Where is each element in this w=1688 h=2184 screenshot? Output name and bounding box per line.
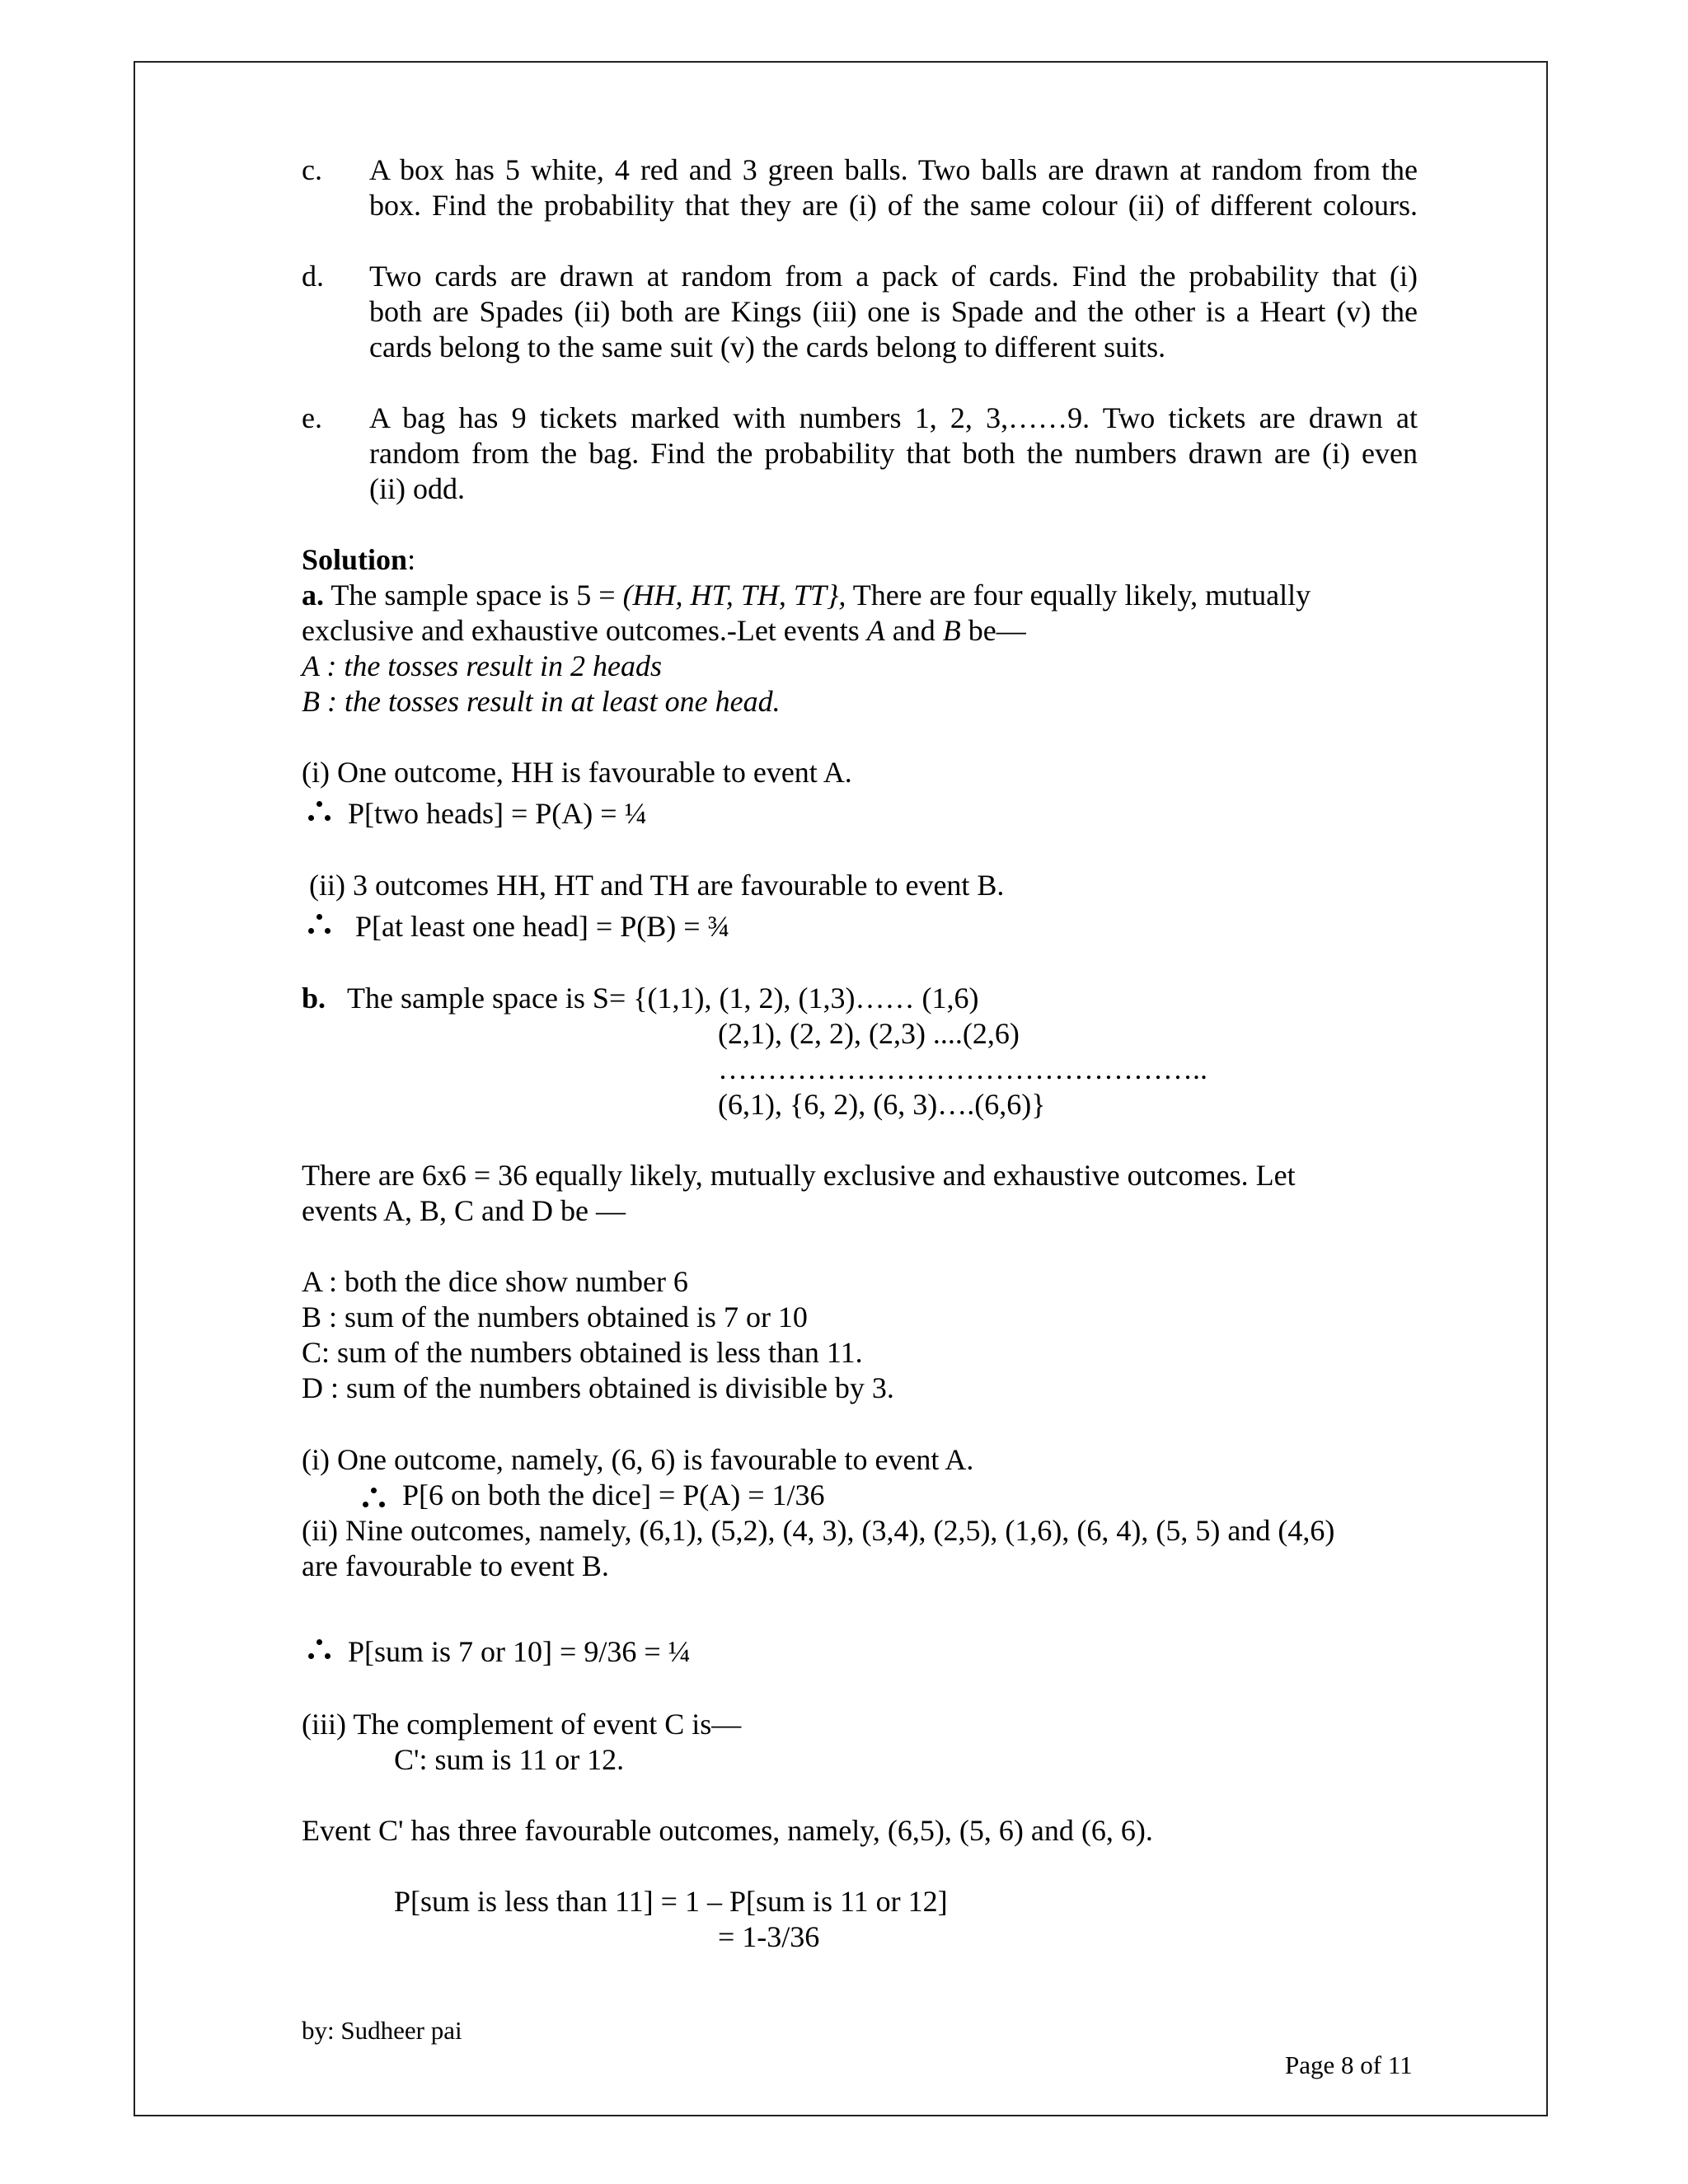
part-a-line-2-pre: exclusive and exhaustive outcomes.-Let events bbox=[302, 614, 867, 647]
part-a-sample-set: (HH, HT, TH, TT}, bbox=[622, 579, 846, 612]
solution-heading-colon: : bbox=[407, 543, 416, 576]
question-e-line-3: (ii) odd. bbox=[369, 472, 465, 505]
part-a-line-1 bbox=[302, 578, 1311, 613]
therefore-symbol bbox=[307, 912, 335, 937]
part-a-ii-result: P[at least one head] = P(B) = ¾ bbox=[355, 910, 730, 943]
part-a-i-text: (i) One outcome, HH is favourable to event A. bbox=[302, 756, 852, 789]
question-c-marker: c. bbox=[302, 153, 322, 186]
question-c-line-1: A box has 5 white, 4 red and 3 green balls. Two balls are drawn at random from the bbox=[369, 153, 1418, 186]
part-b-sample-prefix: The sample space is S= bbox=[347, 982, 634, 1015]
therefore-symbol bbox=[307, 799, 335, 824]
part-b-ii-line-1: (ii) Nine outcomes, namely, (6,1), (5,2), (4, 3), (3,4), (2,5), (1,6), (6, 4), (5, 5) and (4,6) bbox=[302, 1514, 1335, 1547]
part-a-ii-text: (ii) 3 outcomes HH, HT and TH are favourable to event B. bbox=[309, 869, 1005, 902]
part-b-label: b. bbox=[302, 982, 326, 1015]
question-e-marker: e. bbox=[302, 401, 322, 434]
footer-page-number: Page 8 of 11 bbox=[1285, 2050, 1413, 2079]
part-b-final-line-1: P[sum is less than 11] = 1 – P[sum is 11 or 12] bbox=[394, 1885, 948, 1918]
part-a-event-a-symbol: A bbox=[866, 614, 885, 647]
part-b-count-line-1: There are 6x6 = 36 equally likely, mutually exclusive and exhaustive outcomes. Let bbox=[302, 1159, 1296, 1192]
part-b-sample-row-4: (6,1), {6, 2), (6, 3)….(6,6)} bbox=[718, 1088, 1046, 1121]
part-b-event-a: A : both the dice show number 6 bbox=[302, 1265, 688, 1298]
question-e-line-2: random from the bag. Find the probability that both the numbers drawn are (i) even bbox=[369, 437, 1418, 470]
part-a-event-a: A : the tosses result in 2 heads bbox=[302, 649, 662, 682]
part-b-count-line-2: events A, B, C and D be — bbox=[302, 1194, 626, 1227]
part-b-line-1 bbox=[302, 981, 978, 1016]
part-b-sample-row-2: (2,1), (2, 2), (2,3) ....(2,6) bbox=[718, 1017, 1020, 1050]
part-a-text-2: There are four equally likely, mutually bbox=[846, 579, 1311, 612]
solution-heading-text: Solution bbox=[302, 543, 408, 576]
part-b-iii-text: (iii) The complement of event C is— bbox=[302, 1708, 742, 1741]
part-b-ii-result: P[sum is 7 or 10] = 9/36 = ¼ bbox=[348, 1635, 691, 1668]
question-d-line-3: cards belong to the same suit (v) the cards belong to different suits. bbox=[369, 330, 1166, 363]
part-a-label: a. bbox=[302, 579, 324, 612]
part-a-i-result: P[two heads] = P(A) = ¼ bbox=[348, 797, 647, 830]
question-c-line-2: box. Find the probability that they are (i) of the same colour (ii) of different colours. bbox=[369, 189, 1418, 222]
question-d-line-1: Two cards are drawn at random from a pack of cards. Find the probability that (i) bbox=[369, 260, 1418, 293]
part-b-event-d: D : sum of the numbers obtained is divisible by 3. bbox=[302, 1371, 894, 1404]
part-b-sample-row-1: {(1,1), (1, 2), (1,3)…… (1,6) bbox=[633, 982, 979, 1015]
part-b-i-result: P[6 on both the dice] = P(A) = 1/36 bbox=[402, 1479, 825, 1511]
question-e-line-1: A bag has 9 tickets marked with numbers 1, 2, 3,……9. Two tickets are drawn at bbox=[369, 401, 1418, 434]
part-a-line-2-mid: and bbox=[884, 614, 943, 647]
part-a-text-1: The sample space is 5 = bbox=[324, 579, 623, 612]
therefore-symbol bbox=[307, 1638, 335, 1662]
part-a-event-b-symbol: B bbox=[942, 614, 961, 647]
part-b-final-line-2: = 1-3/36 bbox=[718, 1920, 820, 1953]
part-a-line-2-post: be— bbox=[960, 614, 1026, 647]
part-a-line-2 bbox=[302, 613, 1026, 649]
footer-author: by: Sudheer pai bbox=[302, 2016, 462, 2045]
solution-heading bbox=[302, 542, 415, 578]
question-d-marker: d. bbox=[302, 260, 324, 293]
part-a-event-b: B : the tosses result in at least one head. bbox=[302, 685, 781, 718]
therefore-symbol bbox=[361, 1486, 389, 1511]
part-b-sample-row-3: ………………………………………….. bbox=[718, 1052, 1207, 1085]
part-b-ii-line-2: are favourable to event B. bbox=[302, 1549, 609, 1582]
part-b-iii-complement: C': sum is 11 or 12. bbox=[394, 1743, 625, 1776]
part-b-i-text: (i) One outcome, namely, (6, 6) is favourable to event A. bbox=[302, 1443, 974, 1476]
part-b-event-c: C: sum of the numbers obtained is less than 11. bbox=[302, 1336, 863, 1369]
part-b-event-b: B : sum of the numbers obtained is 7 or 10 bbox=[302, 1301, 808, 1333]
question-d-line-2: both are Spades (ii) both are Kings (iii) one is Spade and the other is a Heart (v) the bbox=[369, 295, 1418, 328]
part-b-cprime-text: Event C' has three favourable outcomes, namely, (6,5), (5, 6) and (6, 6). bbox=[302, 1814, 1153, 1847]
